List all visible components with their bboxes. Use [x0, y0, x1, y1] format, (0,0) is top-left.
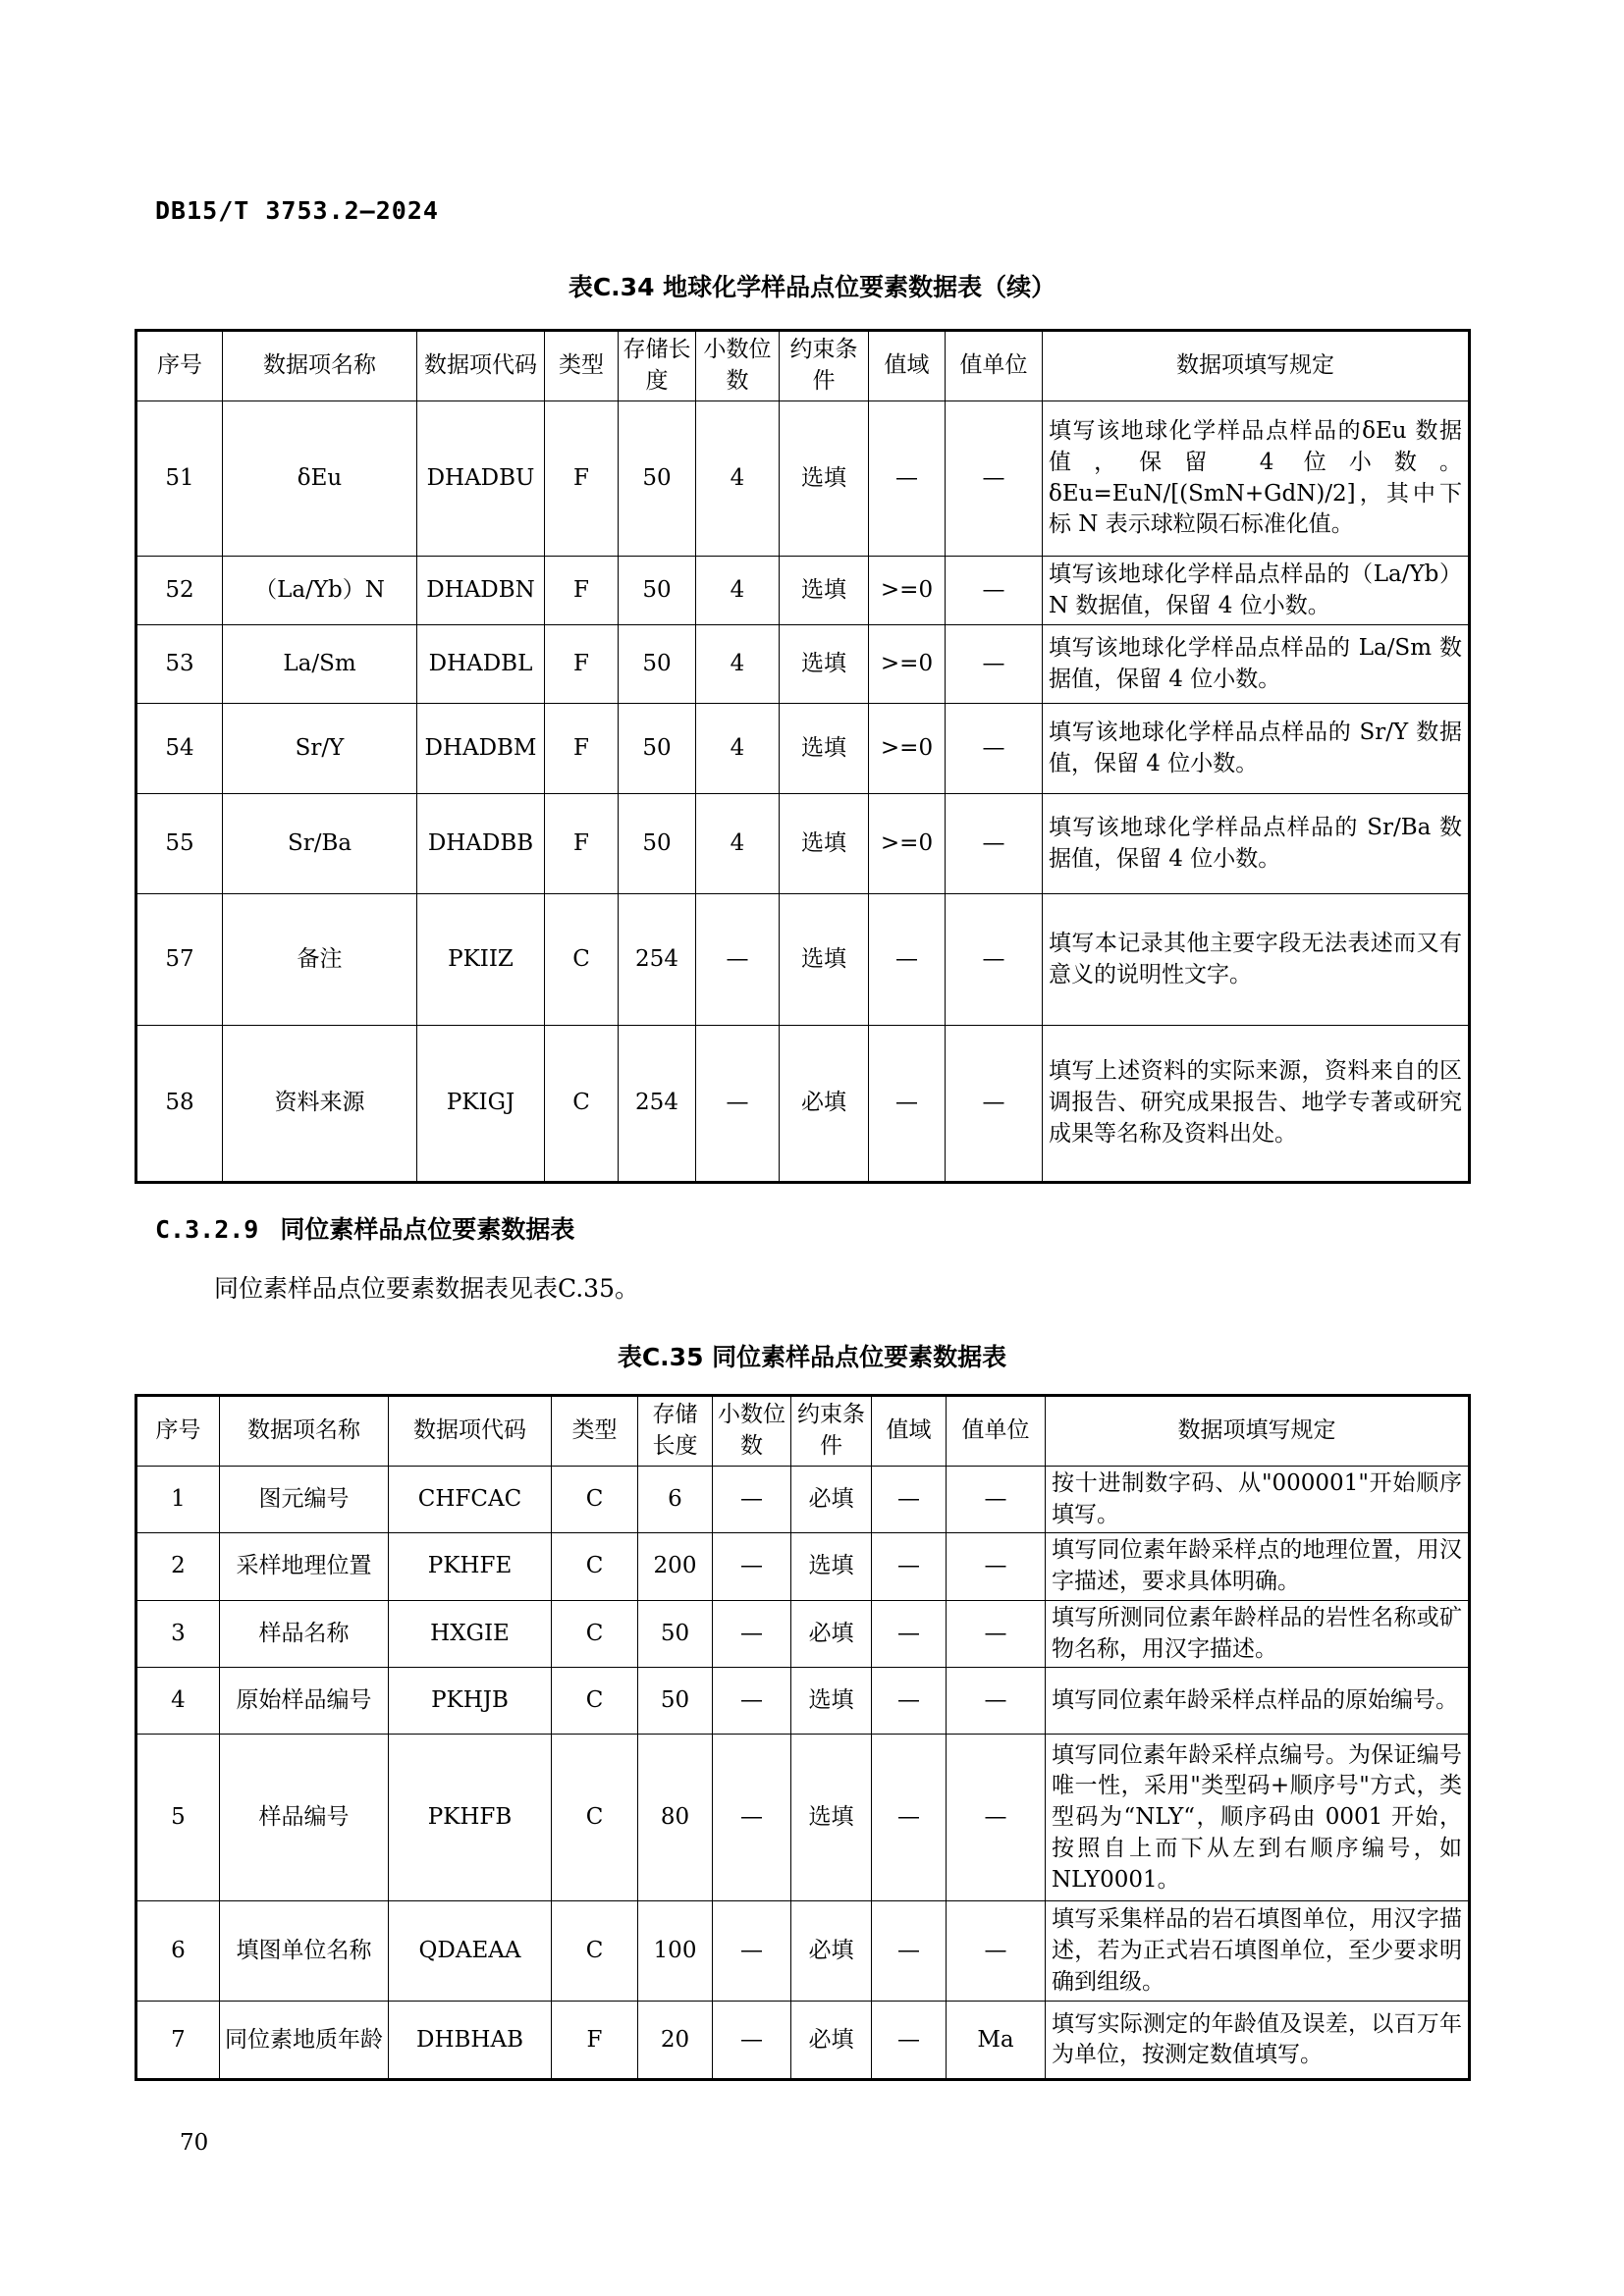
table-cell: C — [552, 1901, 638, 2002]
table-cell: >=0 — [869, 794, 946, 894]
rule-cell: 填写采集样品的岩石填图单位，用汉字描述，若为正式岩石填图单位，至少要求明确到组级。 — [1046, 1901, 1470, 2002]
table-cell: — — [869, 1026, 946, 1183]
table-cell: 必填 — [791, 1467, 872, 1533]
table-cell: 3 — [136, 1600, 220, 1667]
table-cell: 填图单位名称 — [220, 1901, 389, 2002]
table-cell: — — [946, 1026, 1043, 1183]
table-cell: C — [552, 1467, 638, 1533]
table-cell: F — [545, 794, 619, 894]
table-row — [136, 1901, 1470, 2002]
table-cell: 2 — [136, 1533, 220, 1600]
header-cell: 存储长度 — [638, 1396, 713, 1467]
table-cell: 4 — [696, 401, 780, 557]
table-cell: — — [872, 2002, 947, 2080]
rule-cell: 填写同位素年龄采样点编号。为保证编号唯一性，采用"类型码+顺序号"方式，类型码为“NLY“，顺序码由 0001 开始，按照自上而下从左到右顺序编号，如 NLY0001。 — [1046, 1735, 1470, 1901]
table-cell: 必填 — [791, 1600, 872, 1667]
table-cell: Ma — [947, 2002, 1046, 2080]
table-cell: >=0 — [869, 704, 946, 794]
table-row — [136, 557, 1470, 625]
table-cell: F — [545, 557, 619, 625]
table-cell: — — [947, 1735, 1046, 1901]
rule-cell: 填写同位素年龄采样点样品的原始编号。 — [1046, 1668, 1470, 1735]
rule-cell: 填写该地球化学样品点样品的δEu 数据值，保留 4 位小数。δEu=EuN/[(SmN+GdN)/2]，其中下标 N 表示球粒陨石标准化值。 — [1043, 401, 1470, 557]
table-cell: 50 — [619, 625, 696, 704]
rule-cell: 填写该地球化学样品点样品的 La/Sm 数据值，保留 4 位小数。 — [1043, 625, 1470, 704]
table-cell: — — [869, 894, 946, 1026]
table-cell: — — [947, 1600, 1046, 1667]
table-cell: F — [545, 704, 619, 794]
table-cell: F — [552, 2002, 638, 2080]
header-cell: 值域 — [872, 1396, 947, 1467]
header-cell: 小数位数 — [713, 1396, 791, 1467]
table-cell: 1 — [136, 1467, 220, 1533]
header-cell: 类型 — [552, 1396, 638, 1467]
rule-cell: 填写上述资料的实际来源，资料来自的区调报告、研究成果报告、地学专著或研究成果等名称及资料出处。 — [1043, 1026, 1470, 1183]
table-cell: F — [545, 625, 619, 704]
table-row — [136, 1533, 1470, 1600]
table-cell: PKHFB — [389, 1735, 552, 1901]
table-cell: PKIIZ — [417, 894, 545, 1026]
table-cell: 4 — [696, 794, 780, 894]
table-cell: La/Sm — [223, 625, 417, 704]
table-cell: 选填 — [791, 1668, 872, 1735]
table-row — [136, 1668, 1470, 1735]
table-cell: — — [872, 1533, 947, 1600]
table-c34 — [135, 329, 1471, 1184]
table-cell: 选填 — [780, 704, 869, 794]
table-cell: 254 — [619, 1026, 696, 1183]
table-header-row — [136, 331, 1470, 401]
rule-cell: 填写该地球化学样品点样品的 Sr/Ba 数据值，保留 4 位小数。 — [1043, 794, 1470, 894]
table-cell: — — [947, 1668, 1046, 1735]
table-cell: — — [713, 1901, 791, 2002]
table-row — [136, 2002, 1470, 2080]
rule-cell: 填写所测同位素年龄样品的岩性名称或矿物名称，用汉字描述。 — [1046, 1600, 1470, 1667]
table-cell: C — [545, 894, 619, 1026]
rule-cell: 填写该地球化学样品点样品的 Sr/Y 数据值，保留 4 位小数。 — [1043, 704, 1470, 794]
rule-cell: 填写本记录其他主要字段无法表述而又有意义的说明性文字。 — [1043, 894, 1470, 1026]
table-cell: — — [946, 794, 1043, 894]
header-cell: 序号 — [136, 331, 223, 401]
header-cell: 值单位 — [947, 1396, 1046, 1467]
table-cell: 50 — [638, 1600, 713, 1667]
table-cell: 资料来源 — [223, 1026, 417, 1183]
table-cell: DHADBL — [417, 625, 545, 704]
table-cell: 7 — [136, 2002, 220, 2080]
table-cell: DHADBU — [417, 401, 545, 557]
table-cell: — — [946, 894, 1043, 1026]
section-heading — [155, 1210, 574, 1246]
table-cell: 选填 — [791, 1533, 872, 1600]
header-cell: 数据项代码 — [417, 331, 545, 401]
table-cell: >=0 — [869, 557, 946, 625]
table-cell: 80 — [638, 1735, 713, 1901]
table-cell: CHFCAC — [389, 1467, 552, 1533]
table-cell: — — [946, 401, 1043, 557]
table-cell: δEu — [223, 401, 417, 557]
table-cell: DHADBN — [417, 557, 545, 625]
table-cell: DHADBM — [417, 704, 545, 794]
table-cell: Sr/Y — [223, 704, 417, 794]
table-cell: 4 — [696, 557, 780, 625]
table-cell: — — [947, 1901, 1046, 2002]
table-row — [136, 625, 1470, 704]
document-id: DB15/T 3753.2—2024 — [155, 196, 439, 225]
table-cell: — — [872, 1600, 947, 1667]
header-cell: 约束条件 — [791, 1396, 872, 1467]
table-cell: 同位素地质年龄 — [220, 2002, 389, 2080]
table-cell: 52 — [136, 557, 223, 625]
rule-cell: 填写实际测定的年龄值及误差，以百万年为单位，按测定数值填写。 — [1046, 2002, 1470, 2080]
table-cell: — — [713, 1467, 791, 1533]
table-cell: — — [872, 1467, 947, 1533]
table-cell: 200 — [638, 1533, 713, 1600]
table-cell: 57 — [136, 894, 223, 1026]
table-cell: 备注 — [223, 894, 417, 1026]
table-row — [136, 1467, 1470, 1533]
table-cell: Sr/Ba — [223, 794, 417, 894]
table-cell: 样品编号 — [220, 1735, 389, 1901]
header-cell: 数据项名称 — [220, 1396, 389, 1467]
header-cell: 存储长度 — [619, 331, 696, 401]
table-cell: 必填 — [791, 1901, 872, 2002]
table-row — [136, 704, 1470, 794]
table-cell: 53 — [136, 625, 223, 704]
table-cell: — — [869, 401, 946, 557]
header-cell: 约束条件 — [780, 331, 869, 401]
table-cell: 原始样品编号 — [220, 1668, 389, 1735]
table-cell: C — [545, 1026, 619, 1183]
table-cell: DHBHAB — [389, 2002, 552, 2080]
table-cell: 5 — [136, 1735, 220, 1901]
table-c35 — [135, 1394, 1471, 2081]
table-cell: — — [713, 1735, 791, 1901]
header-cell: 值域 — [869, 331, 946, 401]
table-cell: F — [545, 401, 619, 557]
header-cell: 数据项名称 — [223, 331, 417, 401]
table-cell: 50 — [638, 1668, 713, 1735]
table-cell: — — [947, 1533, 1046, 1600]
table-cell: — — [696, 894, 780, 1026]
section-paragraph: 同位素样品点位要素数据表见表C.35。 — [214, 1274, 639, 1303]
table-cell: 20 — [638, 2002, 713, 2080]
table-cell: 选填 — [780, 794, 869, 894]
table-caption-c35: 表C.35 同位素样品点位要素数据表 — [617, 1343, 1007, 1371]
table-cell: 必填 — [791, 2002, 872, 2080]
section-number: C.3.2.9 — [155, 1215, 259, 1244]
table-cell: 选填 — [780, 894, 869, 1026]
table-cell: >=0 — [869, 625, 946, 704]
table-cell: （La/Yb）N — [223, 557, 417, 625]
table-row — [136, 794, 1470, 894]
table-cell: — — [713, 1600, 791, 1667]
header-cell: 数据项填写规定 — [1043, 331, 1470, 401]
table-cell: 58 — [136, 1026, 223, 1183]
table-cell: 4 — [696, 625, 780, 704]
table-row — [136, 894, 1470, 1026]
table-cell: 6 — [638, 1467, 713, 1533]
table-cell: 选填 — [791, 1735, 872, 1901]
table-cell: 4 — [136, 1668, 220, 1735]
table-cell: C — [552, 1668, 638, 1735]
table-cell: C — [552, 1600, 638, 1667]
table-cell: 254 — [619, 894, 696, 1026]
header-cell: 数据项代码 — [389, 1396, 552, 1467]
table-cell: — — [713, 1533, 791, 1600]
table-cell: 51 — [136, 401, 223, 557]
table-cell: 50 — [619, 704, 696, 794]
table-caption-c34: 表C.34 地球化学样品点位要素数据表（续） — [568, 273, 1056, 301]
header-cell: 值单位 — [946, 331, 1043, 401]
table-cell: 50 — [619, 794, 696, 894]
table-cell: 选填 — [780, 401, 869, 557]
table-cell: — — [947, 1467, 1046, 1533]
table-cell: — — [713, 1668, 791, 1735]
table-cell: 采样地理位置 — [220, 1533, 389, 1600]
table-cell: 4 — [696, 704, 780, 794]
table-cell: PKIGJ — [417, 1026, 545, 1183]
table-cell: HXGIE — [389, 1600, 552, 1667]
header-cell: 序号 — [136, 1396, 220, 1467]
table-cell: — — [872, 1735, 947, 1901]
table-cell: 样品名称 — [220, 1600, 389, 1667]
table-cell: — — [946, 557, 1043, 625]
rule-cell: 填写同位素年龄采样点的地理位置，用汉字描述，要求具体明确。 — [1046, 1533, 1470, 1600]
rule-cell: 填写该地球化学样品点样品的（La/Yb）N 数据值，保留 4 位小数。 — [1043, 557, 1470, 625]
table-row — [136, 1026, 1470, 1183]
table-cell: — — [696, 1026, 780, 1183]
table-header-row — [136, 1396, 1470, 1467]
table-cell: C — [552, 1533, 638, 1600]
table-cell: — — [946, 704, 1043, 794]
table-cell: 6 — [136, 1901, 220, 2002]
table-row — [136, 1735, 1470, 1901]
table-cell: 必填 — [780, 1026, 869, 1183]
page-number: 70 — [180, 2130, 209, 2156]
table-row — [136, 401, 1470, 557]
table-cell: 选填 — [780, 625, 869, 704]
table-cell: 55 — [136, 794, 223, 894]
table-cell: — — [872, 1901, 947, 2002]
rule-cell: 按十进制数字码、从"000001"开始顺序填写。 — [1046, 1467, 1470, 1533]
section-title: 同位素样品点位要素数据表 — [280, 1215, 575, 1244]
table-cell: — — [713, 2002, 791, 2080]
table-cell: 50 — [619, 557, 696, 625]
header-cell: 小数位数 — [696, 331, 780, 401]
header-cell: 类型 — [545, 331, 619, 401]
table-cell: — — [946, 625, 1043, 704]
table-cell: 54 — [136, 704, 223, 794]
table-cell: QDAEAA — [389, 1901, 552, 2002]
table-cell: 50 — [619, 401, 696, 557]
table-cell: 图元编号 — [220, 1467, 389, 1533]
table-cell: C — [552, 1735, 638, 1901]
table-cell: 100 — [638, 1901, 713, 2002]
header-cell: 数据项填写规定 — [1046, 1396, 1470, 1467]
table-row — [136, 1600, 1470, 1667]
table-cell: PKHFE — [389, 1533, 552, 1600]
table-cell: DHADBB — [417, 794, 545, 894]
table-cell: 选填 — [780, 557, 869, 625]
table-cell: PKHJB — [389, 1668, 552, 1735]
table-cell: — — [872, 1668, 947, 1735]
